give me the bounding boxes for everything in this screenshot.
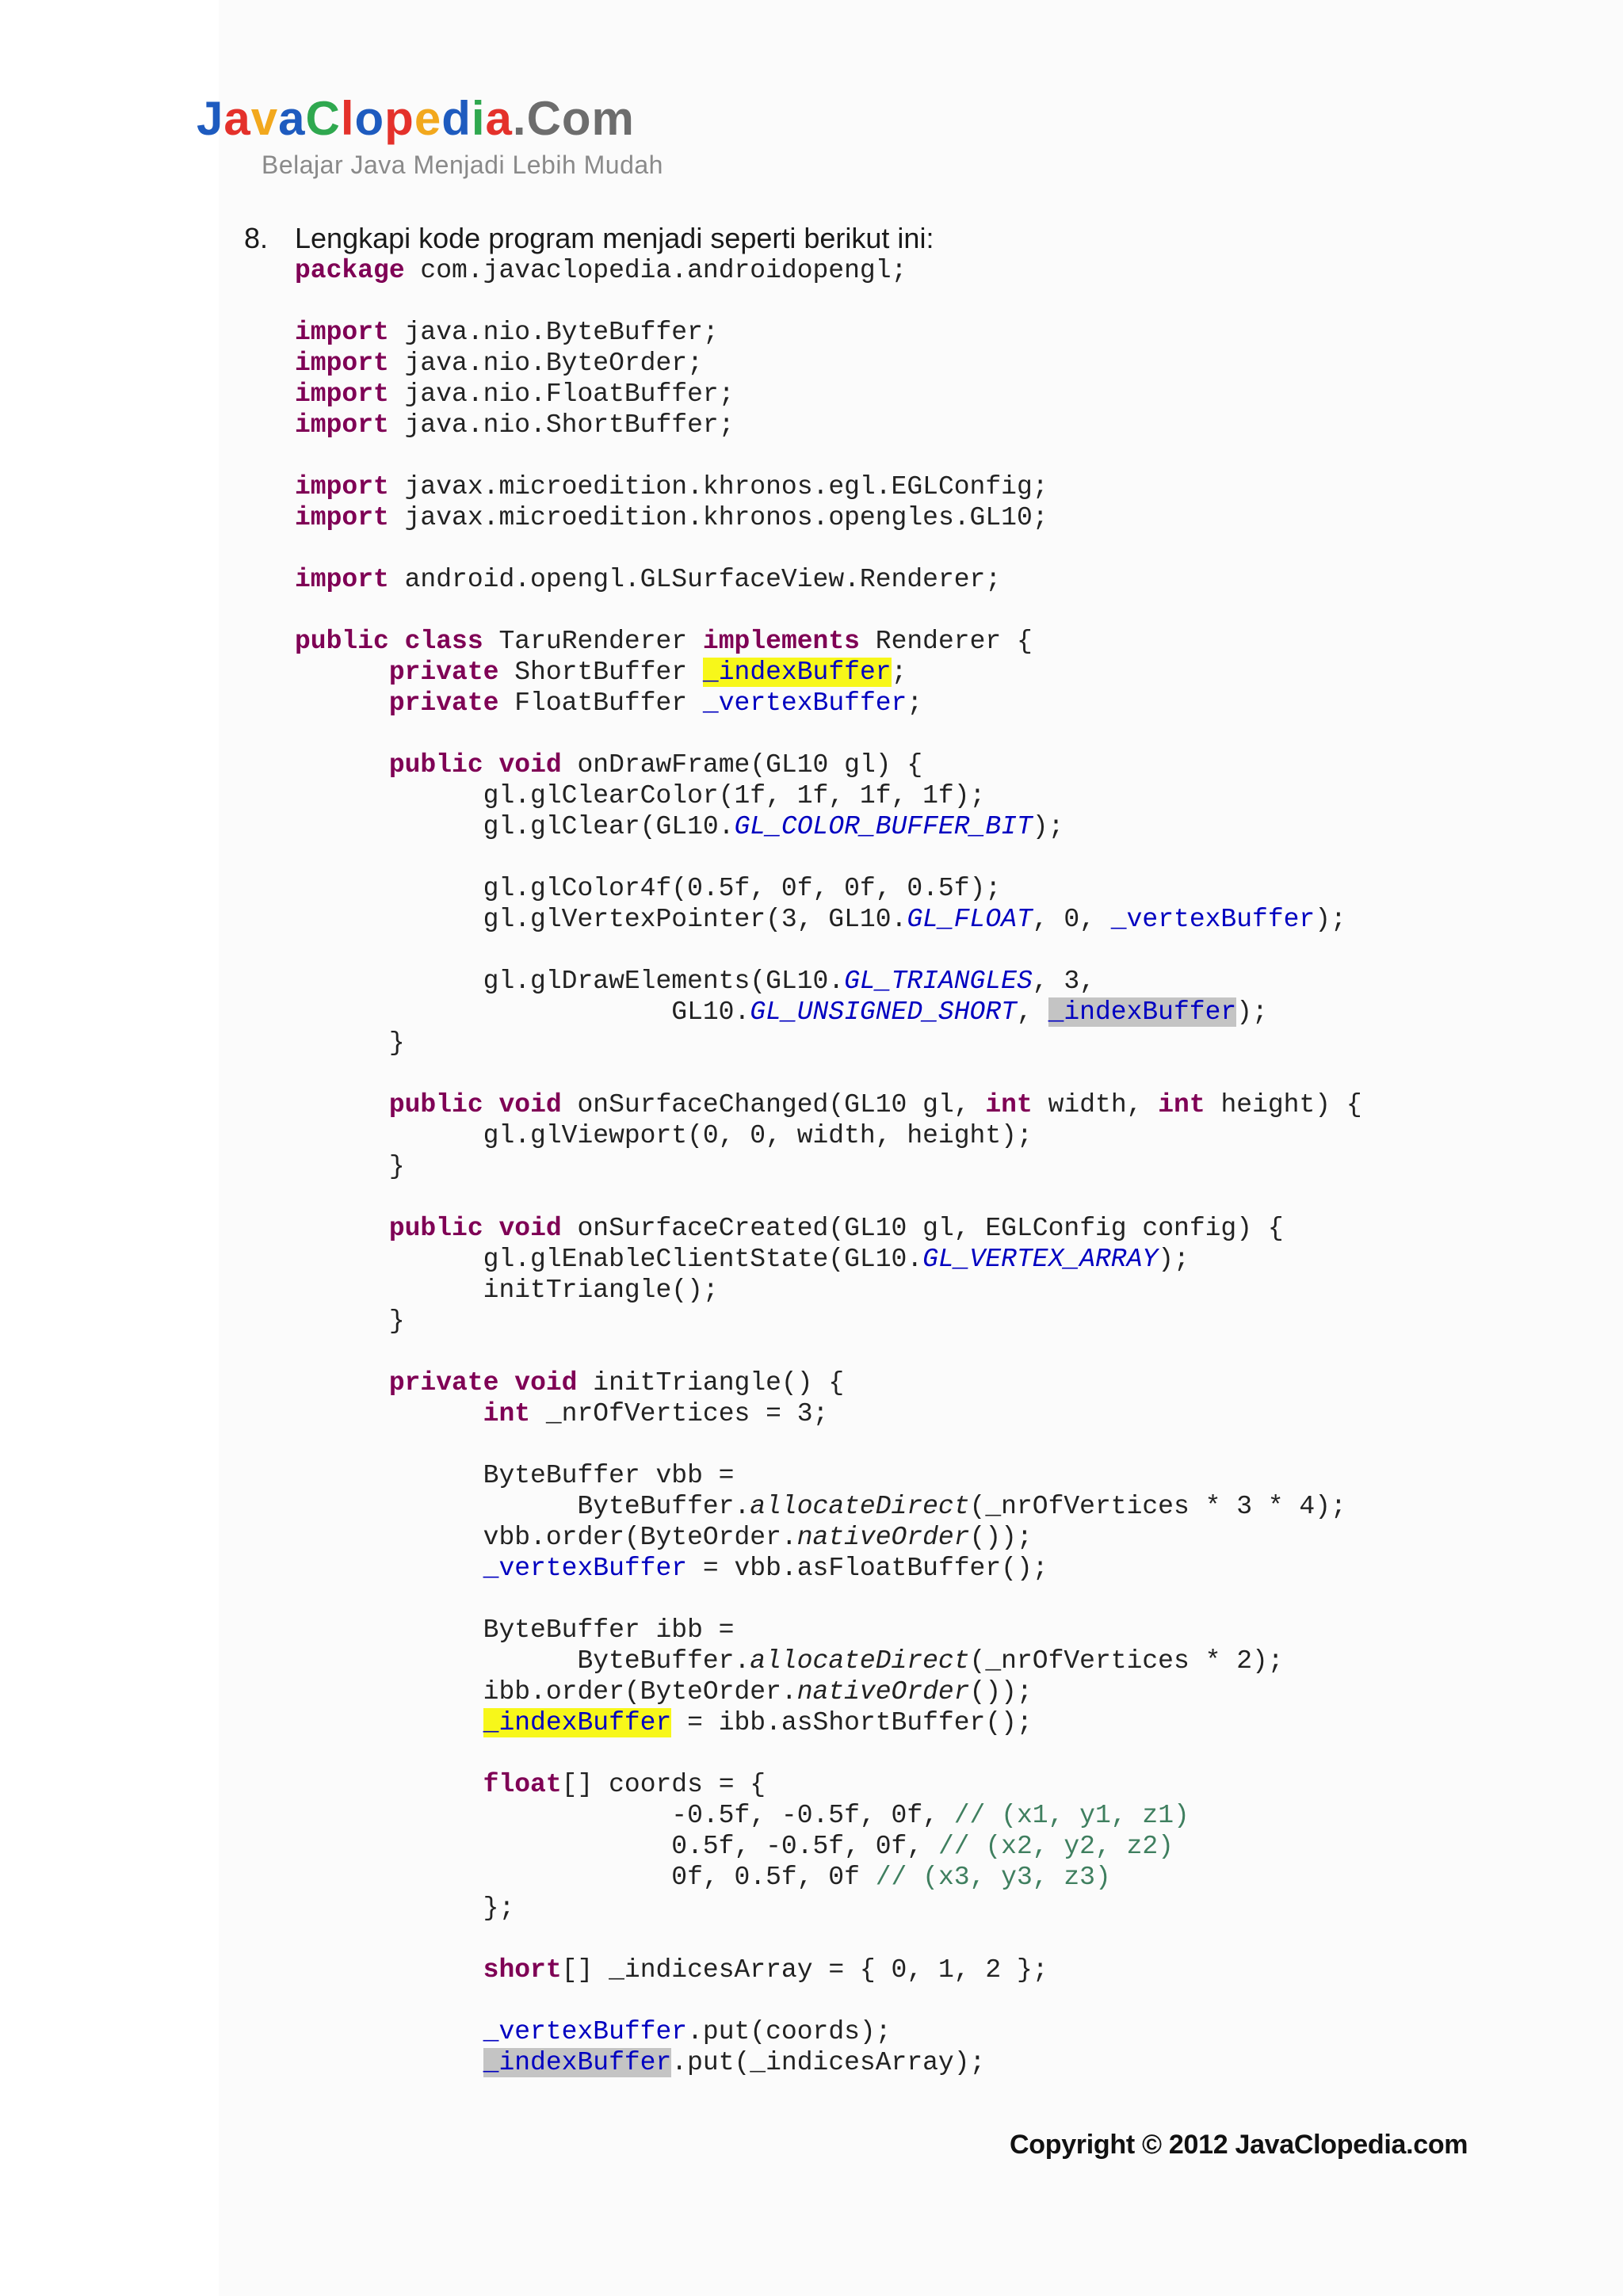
code-text: ); <box>1315 905 1346 934</box>
code-line <box>295 1367 1362 1398</box>
logo-letter: o <box>354 92 385 145</box>
code-constant: GL_UNSIGNED_SHORT <box>750 997 1017 1027</box>
code-line <box>295 1955 1362 1985</box>
code-text: 0.5f, -0.5f, 0f, <box>295 1832 938 1861</box>
code-constant: GL_VERTEX_ARRAY <box>922 1245 1159 1274</box>
code-text: ByteBuffer ibb = <box>295 1615 735 1645</box>
code-text: onSurfaceChanged(GL10 gl, <box>561 1090 986 1119</box>
code-line <box>295 1738 1362 1769</box>
code-text: GL10. <box>295 997 750 1027</box>
code-line <box>295 317 1362 348</box>
code-text: TaruRenderer <box>483 627 703 656</box>
code-text: java.nio.ByteBuffer; <box>388 318 719 347</box>
code-listing <box>295 255 1362 2078</box>
logo-letter: d <box>441 92 472 145</box>
code-line <box>295 626 1362 657</box>
code-line <box>295 1522 1362 1553</box>
code-line <box>295 1275 1362 1306</box>
logo-letter: i <box>471 92 486 145</box>
code-line <box>295 688 1362 719</box>
code-text <box>295 658 389 687</box>
code-static-method: nativeOrder <box>796 1523 970 1552</box>
code-text: ); <box>1158 1245 1190 1274</box>
code-text: ); <box>1032 812 1064 841</box>
code-line <box>295 935 1362 966</box>
code-line <box>295 997 1362 1028</box>
code-keyword: public <box>295 627 389 656</box>
code-keyword: import <box>295 565 389 594</box>
code-line <box>295 1460 1362 1491</box>
code-field-highlight: _indexBuffer <box>702 658 892 687</box>
code-text: width, <box>1032 1090 1159 1119</box>
code-text: ByteBuffer. <box>295 1492 750 1521</box>
step-number: 8. <box>244 222 269 254</box>
code-text: [] coords = { <box>561 1770 766 1799</box>
code-static-method: allocateDirect <box>750 1492 970 1521</box>
code-comment: // (x1, y1, z1) <box>953 1801 1190 1830</box>
code-line <box>295 441 1362 471</box>
code-text: .put(_indicesArray); <box>671 2048 986 2077</box>
logo-letter: a <box>278 92 306 145</box>
code-keyword: import <box>295 503 389 532</box>
code-line <box>295 1182 1362 1213</box>
code-keyword: import <box>295 379 389 409</box>
code-text: java.nio.ShortBuffer; <box>388 410 735 440</box>
code-text: gl.glClearColor(1f, 1f, 1f, 1f); <box>295 781 986 810</box>
code-constant: GL_FLOAT <box>907 905 1033 934</box>
code-text: java.nio.FloatBuffer; <box>388 379 735 409</box>
step-instruction <box>244 222 934 255</box>
code-line <box>295 657 1362 688</box>
code-field: _vertexBuffer <box>483 1554 688 1583</box>
code-text: = vbb.asFloatBuffer(); <box>687 1554 1048 1583</box>
code-text: initTriangle(); <box>295 1276 719 1305</box>
code-line <box>295 1491 1362 1522</box>
code-keyword: float <box>483 1770 562 1799</box>
code-text: ); <box>1236 997 1268 1027</box>
code-line <box>295 1244 1362 1275</box>
code-text: gl.glColor4f(0.5f, 0f, 0f, 0.5f); <box>295 874 1002 903</box>
code-text: } <box>295 1152 405 1181</box>
code-constant: GL_TRIANGLES <box>844 967 1033 996</box>
code-text: android.opengl.GLSurfaceView.Renderer; <box>388 565 1002 594</box>
code-line <box>295 533 1362 564</box>
logo-letter: C <box>305 92 341 145</box>
step-text: Lengkapi kode program menjadi seperti berikut ini: <box>295 222 934 254</box>
code-keyword: public <box>388 1090 483 1119</box>
code-text <box>483 1090 499 1119</box>
code-line <box>295 1831 1362 1862</box>
code-text <box>295 1368 389 1398</box>
code-text: (_nrOfVertices * 2); <box>969 1646 1284 1676</box>
code-line <box>295 1213 1362 1244</box>
code-line <box>295 348 1362 379</box>
code-keyword: int <box>1158 1090 1205 1119</box>
code-line <box>295 1893 1362 1924</box>
code-text: 0f, 0.5f, 0f <box>295 1863 876 1892</box>
code-text: gl.glEnableClientState(GL10. <box>295 1245 923 1274</box>
code-line <box>295 873 1362 904</box>
code-text: gl.glDrawElements(GL10. <box>295 967 845 996</box>
code-text: ibb.order(ByteOrder. <box>295 1677 797 1707</box>
code-keyword: import <box>295 318 389 347</box>
code-text <box>295 1090 389 1119</box>
code-text: FloatBuffer <box>498 688 703 718</box>
code-field-highlight: _indexBuffer <box>483 1708 672 1737</box>
code-text: ByteBuffer. <box>295 1646 750 1676</box>
code-line <box>295 379 1362 410</box>
code-text: .put(coords); <box>687 2017 892 2046</box>
code-text <box>295 2048 483 2077</box>
code-line <box>295 1584 1362 1615</box>
code-line <box>295 1924 1362 1955</box>
code-keyword: private <box>388 688 499 718</box>
code-line <box>295 255 1362 286</box>
code-text: gl.glVertexPointer(3, GL10. <box>295 905 907 934</box>
code-text: Renderer { <box>859 627 1033 656</box>
code-line <box>295 2047 1362 2078</box>
code-line <box>295 1676 1362 1707</box>
code-text <box>295 1955 483 1985</box>
code-comment: // (x2, y2, z2) <box>938 1832 1174 1861</box>
code-text: javax.microedition.khronos.opengles.GL10; <box>388 503 1048 532</box>
code-line <box>295 502 1362 533</box>
code-text: , 0, <box>1032 905 1111 934</box>
code-line <box>295 780 1362 811</box>
code-keyword: package <box>295 256 405 285</box>
code-text <box>295 1770 483 1799</box>
code-static-method: allocateDirect <box>750 1646 970 1676</box>
code-text: [] _indicesArray = { 0, 1, 2 }; <box>561 1955 1048 1985</box>
code-line <box>295 471 1362 502</box>
code-text: } <box>295 1306 405 1336</box>
code-constant: GL_COLOR_BUFFER_BIT <box>734 812 1033 841</box>
code-keyword: short <box>483 1955 562 1985</box>
code-text <box>295 2017 483 2046</box>
code-text: }; <box>295 1894 515 1923</box>
code-text: height) { <box>1205 1090 1362 1119</box>
logo <box>197 92 635 145</box>
code-text <box>295 1214 389 1243</box>
code-text <box>498 1368 514 1398</box>
code-line <box>295 595 1362 626</box>
logo-letter: a <box>223 92 251 145</box>
code-keyword: void <box>514 1368 578 1398</box>
code-text <box>295 750 389 780</box>
code-line <box>295 749 1362 780</box>
code-text: ; <box>891 658 907 687</box>
code-keyword: class <box>404 627 483 656</box>
code-text <box>295 1399 483 1428</box>
code-text: onDrawFrame(GL10 gl) { <box>561 750 923 780</box>
logo-letter: a <box>485 92 513 145</box>
code-line <box>295 2016 1362 2047</box>
code-line <box>295 1985 1362 2016</box>
logo-letter: .Com <box>512 92 635 145</box>
code-keyword: implements <box>702 627 860 656</box>
code-line <box>295 904 1362 935</box>
code-line <box>295 1862 1362 1893</box>
code-line <box>295 1151 1362 1182</box>
code-line <box>295 1120 1362 1151</box>
code-static-method: nativeOrder <box>796 1677 970 1707</box>
code-line <box>295 1553 1362 1584</box>
code-line <box>295 1646 1362 1676</box>
code-text: ByteBuffer vbb = <box>295 1461 735 1490</box>
code-field: _vertexBuffer <box>483 2017 688 2046</box>
code-line <box>295 1089 1362 1120</box>
code-line <box>295 410 1362 441</box>
code-text <box>295 688 389 718</box>
code-keyword: int <box>985 1090 1033 1119</box>
code-text: = ibb.asShortBuffer(); <box>671 1708 1033 1737</box>
code-text: , <box>1016 997 1048 1027</box>
code-keyword: private <box>388 658 499 687</box>
code-text: (_nrOfVertices * 3 * 4); <box>969 1492 1346 1521</box>
code-keyword: import <box>295 349 389 378</box>
logo-letter: e <box>414 92 442 145</box>
code-line <box>295 564 1362 595</box>
code-keyword: import <box>295 410 389 440</box>
code-keyword: public <box>388 750 483 780</box>
logo-letter: J <box>197 92 224 145</box>
code-text: ShortBuffer <box>498 658 703 687</box>
code-text: javax.microedition.khronos.egl.EGLConfig; <box>388 472 1048 502</box>
code-line <box>295 966 1362 997</box>
logo-letter: p <box>384 92 414 145</box>
code-keyword: import <box>295 472 389 502</box>
code-field: _vertexBuffer <box>702 688 907 718</box>
code-text: -0.5f, -0.5f, 0f, <box>295 1801 954 1830</box>
code-line <box>295 842 1362 873</box>
code-text: vbb.order(ByteOrder. <box>295 1523 797 1552</box>
code-line <box>295 1058 1362 1089</box>
code-field: _vertexBuffer <box>1110 905 1316 934</box>
logo-letter: v <box>250 92 279 145</box>
code-text <box>483 1214 499 1243</box>
code-text: } <box>295 1028 405 1058</box>
code-keyword: void <box>498 750 562 780</box>
code-line <box>295 286 1362 317</box>
code-line <box>295 1800 1362 1831</box>
code-text: ; <box>907 688 923 718</box>
code-line <box>295 1306 1362 1337</box>
logo-letter: l <box>340 92 355 145</box>
code-line <box>295 719 1362 749</box>
code-line <box>295 1707 1362 1738</box>
code-line <box>295 1769 1362 1800</box>
code-line <box>295 1429 1362 1460</box>
code-text: ()); <box>969 1523 1033 1552</box>
code-text <box>483 750 499 780</box>
copyright-footer: Copyright © 2012 JavaClopedia.com <box>1010 2130 1468 2160</box>
code-field-selected: _indexBuffer <box>483 2048 672 2077</box>
code-text: _nrOfVertices = 3; <box>530 1399 829 1428</box>
code-text: gl.glClear(GL10. <box>295 812 735 841</box>
code-text: com.javaclopedia.androidopengl; <box>404 256 907 285</box>
code-keyword: void <box>498 1090 562 1119</box>
code-line <box>295 1028 1362 1058</box>
code-comment: // (x3, y3, z3) <box>875 1863 1111 1892</box>
code-keyword: int <box>483 1399 531 1428</box>
logo-wordmark <box>197 92 635 145</box>
code-field-selected: _indexBuffer <box>1048 997 1237 1027</box>
code-keyword: void <box>498 1214 562 1243</box>
code-line <box>295 1398 1362 1429</box>
code-text <box>295 1708 483 1737</box>
code-text: , 3, <box>1032 967 1095 996</box>
code-text <box>389 627 405 656</box>
code-text: java.nio.ByteOrder; <box>388 349 703 378</box>
code-line <box>295 1615 1362 1646</box>
code-text <box>295 1554 483 1583</box>
code-text: onSurfaceCreated(GL10 gl, EGLConfig config) { <box>561 1214 1284 1243</box>
tagline: Belajar Java Menjadi Lebih Mudah <box>262 151 663 179</box>
code-text: gl.glViewport(0, 0, width, height); <box>295 1121 1033 1150</box>
code-line <box>295 1337 1362 1367</box>
code-text: ()); <box>969 1677 1033 1707</box>
code-keyword: public <box>388 1214 483 1243</box>
code-line <box>295 811 1362 842</box>
code-text: initTriangle() { <box>577 1368 845 1398</box>
code-keyword: private <box>388 1368 499 1398</box>
